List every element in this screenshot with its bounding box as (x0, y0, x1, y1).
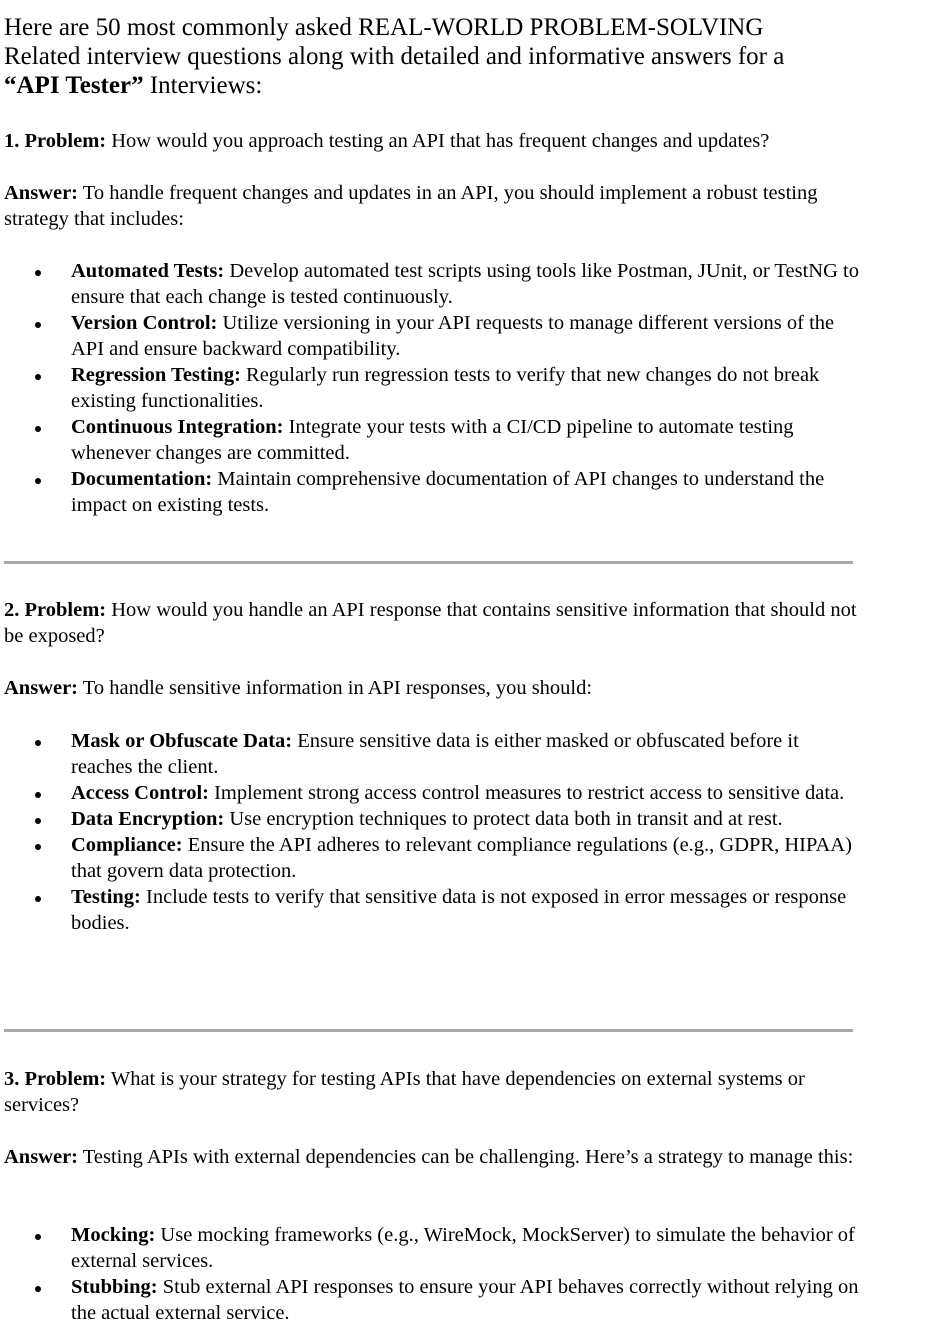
section-divider (4, 1029, 853, 1032)
list-item (0, 832, 861, 884)
list-item (0, 362, 861, 414)
item-term: Mask or Obfuscate Data: (71, 730, 293, 752)
item-desc: Develop automated test scripts using tools like Postman, JUnit, or TestNG to ensure that each change is tested continuously. (71, 260, 859, 308)
bullet-icon (35, 374, 41, 380)
list-item (0, 780, 861, 806)
item-desc: Include tests to verify that sensitive data is not exposed in error messages or response bodies. (71, 886, 847, 934)
question-2-answer (4, 675, 874, 701)
item-term: Version Control: (71, 312, 218, 334)
item-desc: Ensure sensitive data is either masked or obfuscated before it reaches the client. (71, 730, 799, 778)
list-item (0, 884, 861, 936)
bullet-icon (35, 896, 41, 902)
item-desc: Integrate your tests with a CI/CD pipeline to automate testing whenever changes are committed. (71, 416, 794, 464)
item-term: Testing: (71, 886, 141, 908)
answer-text: To handle sensitive information in API responses, you should: (78, 677, 593, 699)
bullet-icon (35, 818, 41, 824)
item-term: Compliance: (71, 834, 183, 856)
item-term: Regression Testing: (71, 364, 241, 386)
item-term: Data Encryption: (71, 808, 225, 830)
item-desc: Ensure the API adheres to relevant compliance regulations (e.g., GDPR, HIPAA) that govern data protection. (71, 834, 852, 882)
problem-text: How would you approach testing an API that has frequent changes and updates? (106, 130, 770, 152)
answer-label: Answer: (4, 1146, 79, 1168)
item-term: Automated Tests: (71, 260, 225, 282)
problem-label: 2. Problem: (4, 599, 107, 621)
bullet-icon (35, 792, 41, 798)
intro-line-2: Related interview questions along with detailed and informative answers for a (4, 43, 785, 70)
question-3-problem (4, 1066, 874, 1118)
intro-heading (4, 13, 904, 100)
item-term: Documentation: (71, 468, 213, 490)
item-desc: Utilize versioning in your API requests to manage different versions of the API and ensure backward compatibility. (71, 312, 835, 360)
question-2-list (0, 728, 900, 936)
answer-label: Answer: (4, 677, 79, 699)
item-desc: Use mocking frameworks (e.g., WireMock, MockServer) to simulate the behavior of external services. (71, 1224, 855, 1272)
question-1-answer (4, 180, 874, 232)
section-divider (4, 561, 853, 564)
list-item (0, 414, 861, 466)
item-desc: Stub external API responses to ensure your API behaves correctly without relying on the actual external service. (71, 1276, 859, 1324)
list-item (0, 1274, 861, 1326)
bullet-icon (35, 844, 41, 850)
bullet-icon (35, 426, 41, 432)
item-desc: Maintain comprehensive documentation of API changes to understand the impact on existing tests. (71, 468, 825, 516)
intro-line-1: Here are 50 most commonly asked REAL-WORLD PROBLEM-SOLVING (4, 14, 764, 41)
list-item (0, 728, 861, 780)
list-item (0, 806, 861, 832)
question-3-answer (4, 1144, 874, 1170)
list-item (0, 310, 861, 362)
list-item (0, 466, 861, 518)
intro-role: “API Tester” (4, 72, 144, 99)
bullet-icon (35, 1286, 41, 1292)
intro-suffix: Interviews: (143, 72, 263, 99)
item-term: Mocking: (71, 1224, 156, 1246)
bullet-icon (35, 478, 41, 484)
answer-label: Answer: (4, 182, 79, 204)
list-item (0, 1222, 861, 1274)
question-3-list (0, 1222, 900, 1326)
item-desc: Use encryption techniques to protect data both in transit and at rest. (224, 808, 783, 830)
list-item (0, 258, 861, 310)
problem-text: How would you handle an API response that contains sensitive information that should not be exposed? (4, 599, 857, 647)
question-2-problem (4, 597, 874, 649)
item-term: Stubbing: (71, 1276, 158, 1298)
question-1-list (0, 258, 900, 518)
problem-label: 1. Problem: (4, 130, 107, 152)
question-1-problem (4, 128, 874, 154)
answer-text: Testing APIs with external dependencies can be challenging. Here’s a strategy to manage this: (78, 1146, 854, 1168)
item-term: Continuous Integration: (71, 416, 284, 438)
item-desc: Implement strong access control measures to restrict access to sensitive data. (208, 782, 845, 804)
item-term: Access Control: (71, 782, 209, 804)
item-desc: Regularly run regression tests to verify that new changes do not break existing functionalities. (71, 364, 820, 412)
bullet-icon (35, 740, 41, 746)
bullet-icon (35, 270, 41, 276)
problem-text: What is your strategy for testing APIs that have dependencies on external systems or services? (4, 1068, 805, 1116)
bullet-icon (35, 322, 41, 328)
bullet-icon (35, 1234, 41, 1240)
answer-text: To handle frequent changes and updates in an API, you should implement a robust testing strategy that includes: (4, 182, 818, 230)
problem-label: 3. Problem: (4, 1068, 107, 1090)
